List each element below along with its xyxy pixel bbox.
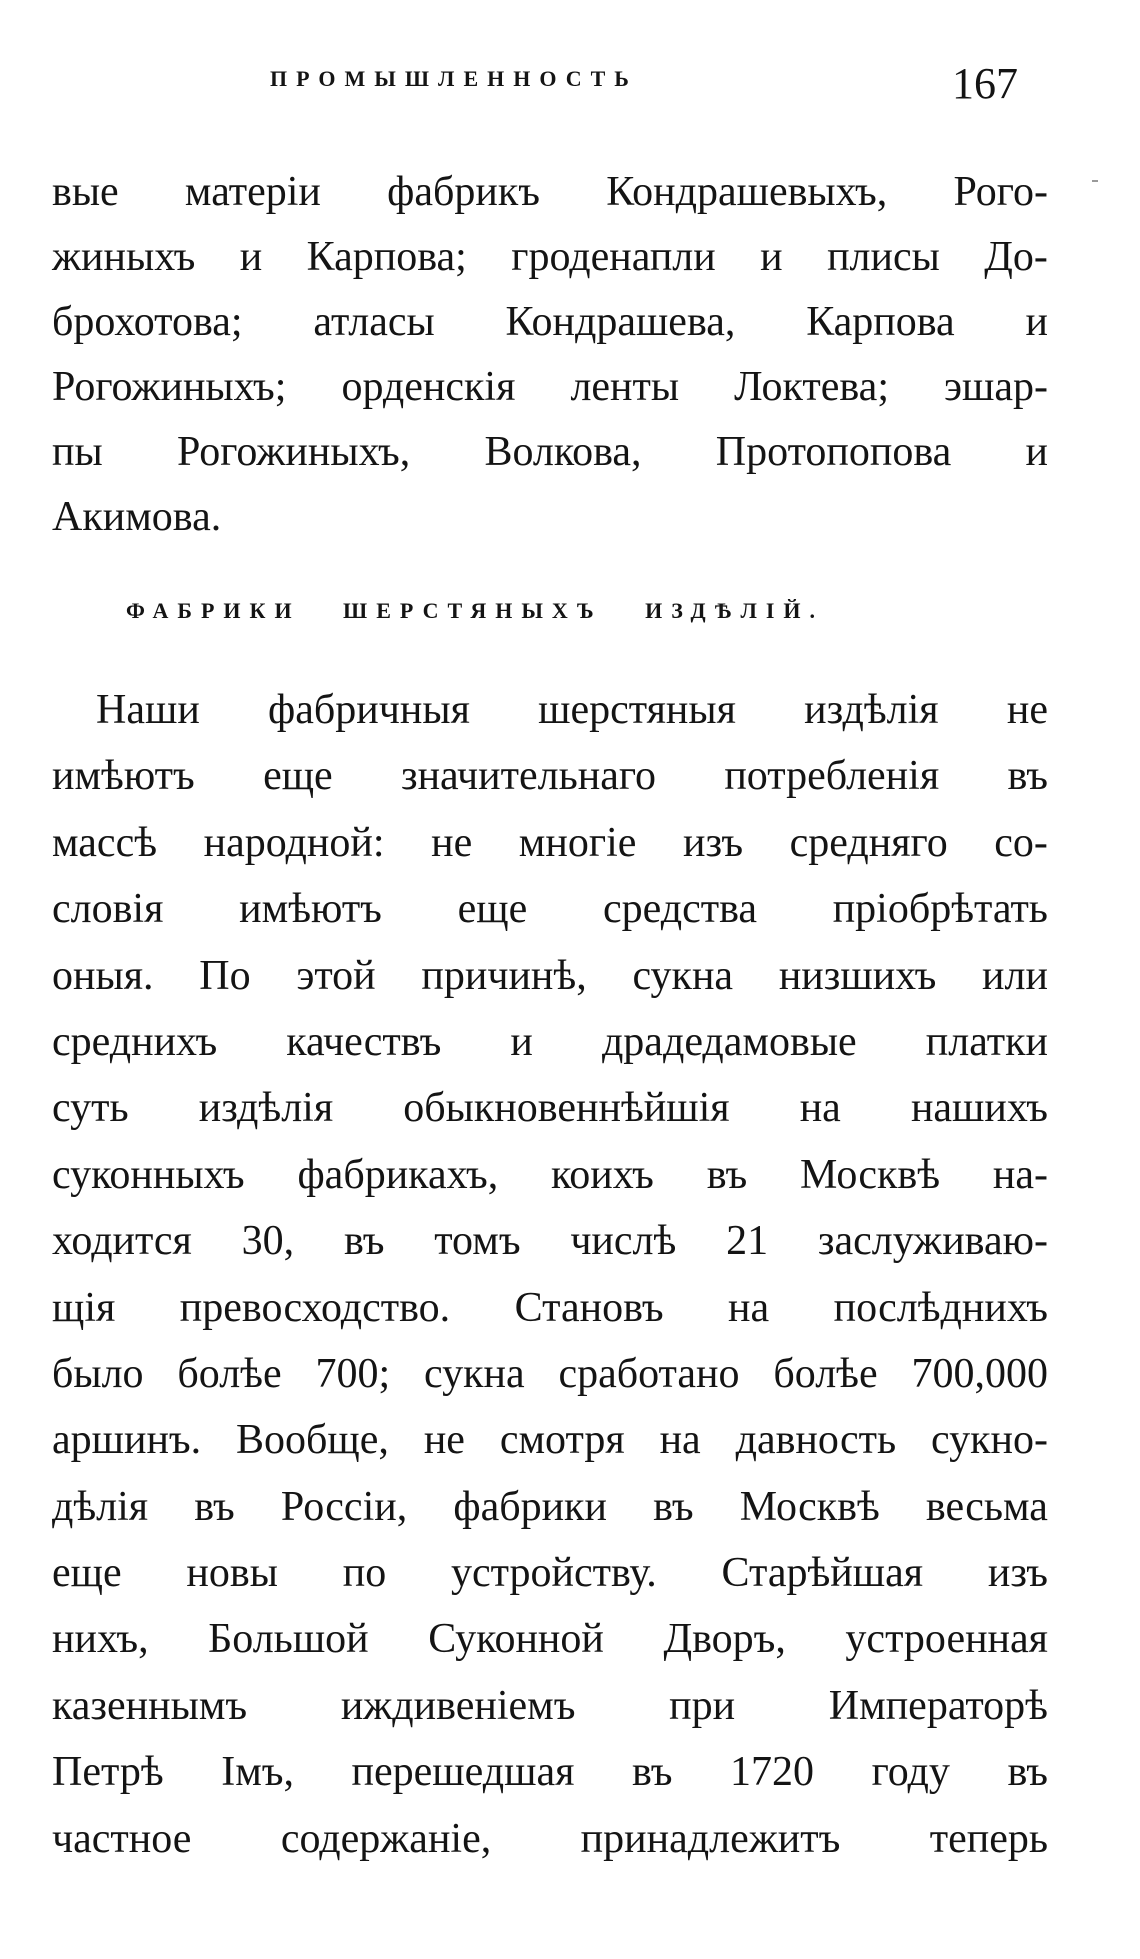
word: фабричныя [268,687,470,733]
word: 1720 [730,1749,815,1796]
text-line [52,290,1048,355]
word: частное [52,1815,192,1862]
text-line [52,1607,1048,1673]
word: и [510,1018,533,1065]
text-line [52,420,1048,485]
text-line [52,225,1048,290]
text-line [52,355,1048,420]
word: и [239,234,263,280]
word: на [728,1284,770,1331]
word: низшихъ [778,952,937,999]
word: пріобрѣтать [832,886,1048,933]
word: Становъ [514,1284,664,1331]
word: фабрикахъ, [297,1151,499,1198]
word: и [1025,299,1048,345]
word: томъ [434,1218,521,1265]
text-line [52,1740,1048,1806]
justified-line [52,1010,1048,1075]
justified-line [52,1541,1048,1606]
word: причинѣ, [421,952,587,999]
word: сукна [632,952,734,999]
word: изъ [682,819,744,866]
word: болѣе [177,1350,282,1397]
word: имѣютъ [52,753,195,800]
word: на- [992,1151,1048,1198]
text-line [52,160,1048,225]
text-line: Акимова. [52,494,222,540]
word: имѣютъ [239,886,382,933]
word: со- [994,819,1048,866]
paragraph-continued [52,160,1048,550]
word: издѣлія [804,687,939,733]
word: Наши [96,687,200,733]
word: массѣ [52,819,158,866]
word: еще [263,753,333,800]
word: Локтева; [734,364,889,410]
word: устроенная [845,1616,1048,1663]
word: Рогожиныхъ, [176,429,411,475]
text-line [52,1209,1048,1275]
word: эшар- [944,364,1048,410]
word: Россіи, [280,1483,408,1530]
justified-line [52,1276,1048,1341]
word: содержаніе, [280,1815,492,1862]
word: качествъ [286,1018,442,1065]
justified-line [52,1342,1048,1407]
word: Карпова [806,299,955,345]
word: давность [735,1417,897,1464]
word: въ [1007,753,1048,800]
word: Волкова, [484,429,642,475]
word: еще [457,886,528,933]
word: Кондрашевыхъ, [606,169,888,215]
word: средства [602,886,757,933]
word: году [871,1749,950,1796]
justified-line [52,1807,1048,1872]
text-line [52,1076,1048,1142]
word: и [1025,429,1048,475]
word: Вообще, [236,1417,389,1464]
word: превосходство. [179,1284,451,1331]
justified-line [52,744,1048,809]
word: ходится [52,1218,192,1265]
word: Рого- [953,169,1048,215]
word: народной: [203,819,385,866]
word: сукна [423,1350,525,1397]
word: потребленія [724,753,940,800]
word: фабрикъ [387,169,540,215]
word: брохотова; [52,299,243,345]
word: Императорѣ [828,1682,1048,1729]
justified-line [52,160,1048,225]
text-line [52,944,1048,1010]
word: многіе [518,819,637,866]
running-head: ПРОМЫШЛЕННОСТЬ [270,66,638,91]
word: устройству. [451,1550,657,1597]
word: весьма [925,1483,1048,1530]
word: коихъ [551,1151,654,1198]
text-line [52,811,1048,877]
word: 700,000 [911,1350,1048,1397]
word: атласы [313,299,435,345]
word: 30, [241,1218,295,1265]
word: плисы [827,234,940,280]
word: теперь [929,1815,1048,1862]
paragraph-body [52,678,1048,1873]
word: шерстяныя [538,687,736,733]
word: До- [984,234,1048,280]
justified-line [52,1740,1048,1805]
page-number: 167 [952,59,1018,108]
word: казеннымъ [52,1682,248,1729]
word: вые [52,169,119,215]
word: не [1006,687,1048,733]
text-line [52,1342,1048,1408]
word: болѣе [773,1350,878,1397]
word: Рогожиныхъ; [52,364,287,410]
word: сукно- [931,1417,1048,1464]
word: нихъ, [52,1616,149,1663]
justified-line [52,1475,1048,1540]
word: драдедамовые [601,1018,857,1065]
word: пы [52,429,103,475]
word: средняго [789,819,948,866]
justified-line [52,225,1048,290]
word: среднихъ [52,1018,218,1065]
word: и [760,234,783,280]
justified-line [52,877,1048,942]
word: аршинъ. [52,1417,202,1464]
text-line [52,678,1048,744]
word: суть [52,1085,129,1132]
word: Суконной [428,1616,604,1663]
word: сработано [558,1350,740,1397]
word: Карпова; [306,234,467,280]
justified-line [52,1607,1048,1672]
word: 21 [726,1218,769,1265]
justified-line [52,1408,1048,1473]
text-line [52,1475,1048,1541]
word: оныя. [52,952,154,999]
word: при [669,1682,736,1729]
word: жиныхъ [52,234,196,280]
word: ленты [570,364,680,410]
word: фабрики [453,1483,607,1530]
word: перешедшая [351,1749,575,1796]
justified-line [96,678,1048,743]
word: Москвѣ [739,1483,880,1530]
word: этой [296,952,376,999]
word: Iмъ, [221,1749,294,1796]
justified-line [52,355,1048,420]
text-line [52,1276,1048,1342]
word: орденскія [341,364,516,410]
word: въ [194,1483,235,1530]
justified-line [52,811,1048,876]
justified-line [52,944,1048,1009]
justified-line [52,1674,1048,1739]
word: или [982,952,1048,999]
word: матеріи [184,169,321,215]
word: въ [631,1749,673,1796]
word: словія [52,886,164,933]
text-line [52,877,1048,943]
text-line [52,1143,1048,1209]
justified-line [52,1076,1048,1141]
word: въ [706,1151,748,1198]
word: смотря [499,1417,625,1464]
section-heading: ФАБРИКИ ШЕРСТЯНЫХЪ ИЗДѢЛІЙ. [126,598,825,623]
word: въ [343,1218,385,1265]
word: нашихъ [910,1085,1048,1132]
word: обыкновеннѣйшія [403,1085,730,1132]
word: еще [52,1550,122,1597]
word: Дворъ, [663,1616,786,1663]
word: Старѣйшая [721,1550,924,1597]
word: на [659,1417,701,1464]
word: Кондрашева, [505,299,736,345]
word: гроденапли [511,234,716,280]
word: значительнаго [400,753,657,800]
word: изъ [987,1550,1048,1597]
word: въ [653,1483,694,1530]
word: суконныхъ [52,1151,245,1198]
word: Петрѣ [52,1749,164,1796]
word: новы [186,1550,278,1597]
margin-mark [1092,180,1098,182]
word: Протопопова [715,429,952,475]
word: по [342,1550,387,1597]
word: издѣлія [198,1085,334,1132]
word: числѣ [570,1218,677,1265]
word: послѣднихъ [833,1284,1048,1331]
word: на [799,1085,841,1132]
word: платки [925,1018,1048,1065]
word: Москвѣ [800,1151,941,1198]
text-line [52,1541,1048,1607]
justified-line [52,290,1048,355]
justified-line [52,1143,1048,1208]
text-line [52,1408,1048,1474]
word: дѣлія [52,1483,149,1530]
justified-line [52,1209,1048,1274]
word: Большой [208,1616,369,1663]
word: заслуживаю- [817,1218,1048,1265]
word: принадлежитъ [580,1815,841,1862]
word: По [199,952,251,999]
word: не [423,1417,465,1464]
word: 700; [315,1350,391,1397]
text-line [52,1674,1048,1740]
word: иждивеніемъ [340,1682,576,1729]
word: было [52,1350,144,1397]
text-line [52,1807,1048,1873]
justified-line [52,420,1048,485]
word: въ [1007,1749,1048,1796]
word: щія [52,1284,116,1331]
text-line [52,1010,1048,1076]
word: не [431,819,473,866]
text-line [52,744,1048,810]
